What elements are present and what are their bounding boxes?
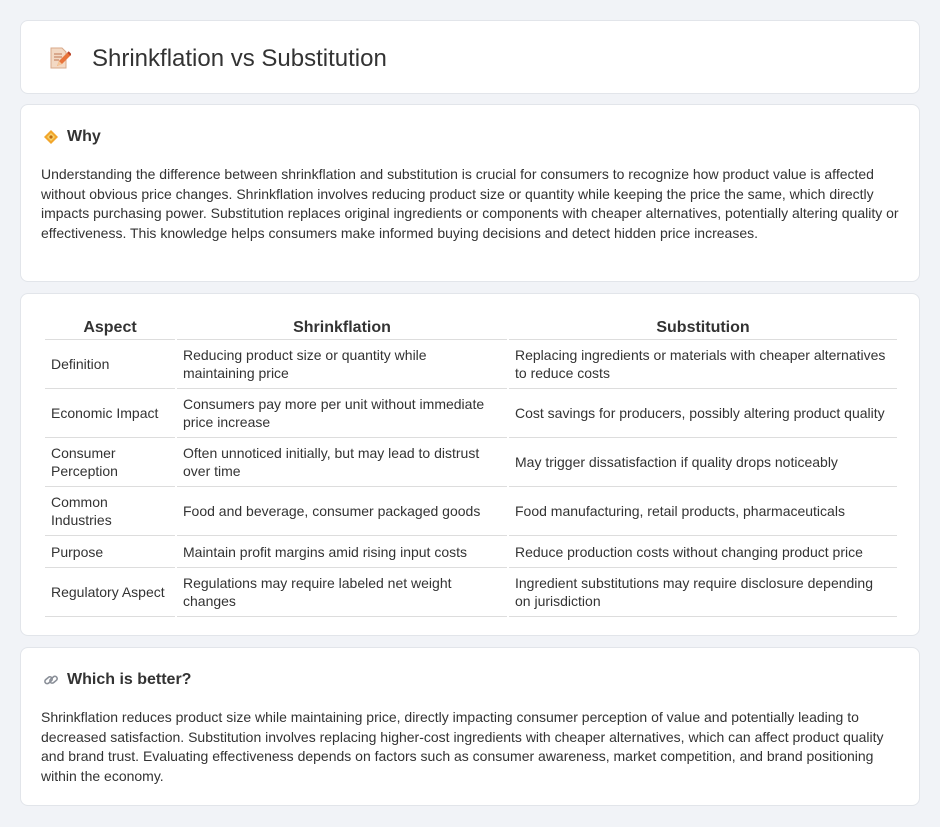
table-cell-substitution: Reduce production costs without changing product price — [509, 536, 897, 568]
table-cell-shrinkflation: Reducing product size or quantity while maintaining price — [177, 340, 507, 389]
better-heading-text: Which is better? — [67, 671, 192, 688]
table-cell-shrinkflation: Regulations may require labeled net weight changes — [177, 568, 507, 617]
why-section — [20, 104, 920, 282]
why-heading-text: Why — [67, 128, 101, 145]
table-row — [45, 487, 897, 536]
table-header-row — [45, 315, 897, 340]
table-cell-substitution: Cost savings for producers, possibly altering product quality — [509, 389, 897, 438]
column-header-shrinkflation: Shrinkflation — [177, 315, 507, 340]
header-card — [20, 20, 920, 94]
table-cell-shrinkflation: Often unnoticed initially, but may lead to distrust over time — [177, 438, 507, 487]
comparison-table-card — [20, 293, 920, 636]
table-cell-shrinkflation: Maintain profit margins amid rising input costs — [177, 536, 507, 568]
table-cell-substitution: May trigger dissatisfaction if quality drops noticeably — [509, 438, 897, 487]
why-heading — [43, 127, 101, 147]
column-header-substitution: Substitution — [509, 315, 897, 340]
table-cell-aspect: Definition — [45, 340, 175, 389]
diamond-icon — [43, 129, 59, 145]
why-body: Understanding the difference between shrinkflation and substitution is crucial for consumers to recognize how product value is affected without obvious price changes. Shrinkflation involves reducing product size or quantity while keeping the price the same, which directly impacts purchasing power. Substitution replaces original ingredients or components with cheaper alternatives, potentially altering quality or effectiveness. This knowledge helps consumers make informed buying decisions and detect hidden price increases. — [41, 166, 899, 241]
table-cell-shrinkflation: Consumers pay more per unit without immediate price increase — [177, 389, 507, 438]
table-row — [45, 389, 897, 438]
table-row — [45, 536, 897, 568]
table-cell-aspect: Consumer Perception — [45, 438, 175, 487]
table-cell-substitution: Replacing ingredients or materials with cheaper alternatives to reduce costs — [509, 340, 897, 389]
table-row — [45, 438, 897, 487]
table-cell-aspect: Regulatory Aspect — [45, 568, 175, 617]
table-row — [45, 340, 897, 389]
link-icon — [43, 672, 59, 688]
table-cell-substitution: Food manufacturing, retail products, pharmaceuticals — [509, 487, 897, 536]
table-cell-substitution: Ingredient substitutions may require disclosure depending on jurisdiction — [509, 568, 897, 617]
table-cell-shrinkflation: Food and beverage, consumer packaged goods — [177, 487, 507, 536]
table-cell-aspect: Economic Impact — [45, 389, 175, 438]
comparison-table — [43, 315, 899, 617]
document-pencil-icon — [47, 46, 71, 70]
page-title: Shrinkflation vs Substitution — [92, 45, 387, 72]
better-body: Shrinkflation reduces product size while maintaining price, directly impacting consumer perception of value and potentially leading to decreased satisfaction. Substitution involves replacing higher-cost ingredients with cheaper alternatives, which can affect product quality and brand trust. Evaluating effectiveness depends on factors such as consumer awareness, market competition, and brand positioning within the economy. — [41, 709, 884, 784]
table-row — [45, 568, 897, 617]
which-is-better-section — [20, 647, 920, 806]
table-cell-aspect: Purpose — [45, 536, 175, 568]
table-cell-aspect: Common Industries — [45, 487, 175, 536]
column-header-aspect: Aspect — [45, 315, 175, 340]
better-heading — [43, 670, 191, 690]
